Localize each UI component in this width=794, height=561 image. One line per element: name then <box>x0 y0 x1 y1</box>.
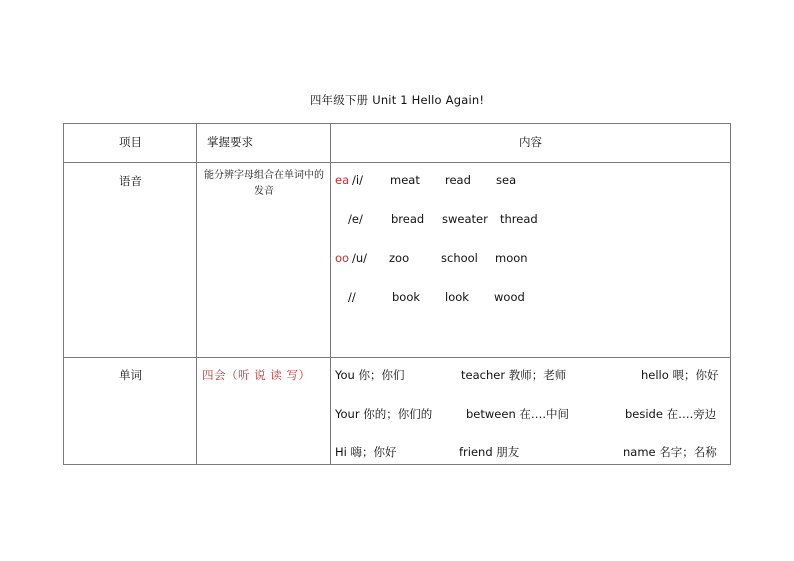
phonics-letters: ea <box>335 173 350 187</box>
vocab-entry: between 在….中间 <box>466 407 570 421</box>
phonics-word: sweater <box>442 212 488 226</box>
column-divider <box>330 124 331 464</box>
phonics-word: school <box>441 251 478 265</box>
vocab-entry: beside 在….旁边 <box>625 407 717 421</box>
vocab-entry: Hi 嗨；你好 <box>335 445 397 459</box>
phonics-word: wood <box>494 290 525 304</box>
phonics-sound: /u/ <box>352 251 368 265</box>
vocabulary-item: 单词 <box>119 368 142 382</box>
vocab-entry: name 名字；名称 <box>623 445 717 459</box>
phonics-sound: /e/ <box>348 212 363 226</box>
phonics-letters: oo <box>335 251 350 265</box>
vocab-entry: You 你；你们 <box>335 368 405 382</box>
vocab-entry: friend 朋友 <box>459 445 520 459</box>
header-requirement: 掌握要求 <box>207 135 253 149</box>
phonics-word: sea <box>496 173 517 187</box>
header-item: 项目 <box>119 135 142 149</box>
vocab-entry: hello 喂；你好 <box>641 368 719 382</box>
phonics-word: moon <box>495 251 528 265</box>
phonics-word: meat <box>390 173 420 187</box>
phonics-word: zoo <box>389 251 410 265</box>
header-content: 内容 <box>519 135 542 149</box>
phonics-word: read <box>445 173 471 187</box>
phonics-item: 语音 <box>119 174 142 188</box>
row-divider <box>64 357 730 358</box>
phonics-word: book <box>392 290 421 304</box>
phonics-requirement-line1: 能分辨字母组合在单词中的 <box>204 170 324 181</box>
phonics-requirement-line2: 发音 <box>254 186 274 197</box>
phonics-word: bread <box>391 212 425 226</box>
phonics-sound: // <box>348 290 356 304</box>
phonics-word: look <box>445 290 469 304</box>
column-divider <box>196 124 197 464</box>
vocab-entry: Your 你的；你们的 <box>335 407 433 421</box>
row-divider <box>64 162 730 163</box>
phonics-word: thread <box>500 212 538 226</box>
phonics-sound: /i/ <box>352 173 363 187</box>
page-title: 四年级下册 Unit 1 Hello Again! <box>309 93 485 107</box>
vocab-entry: teacher 教师；老师 <box>461 368 567 382</box>
content-table <box>63 123 731 465</box>
vocabulary-requirement: 四会（听 说 读 写） <box>202 368 311 382</box>
